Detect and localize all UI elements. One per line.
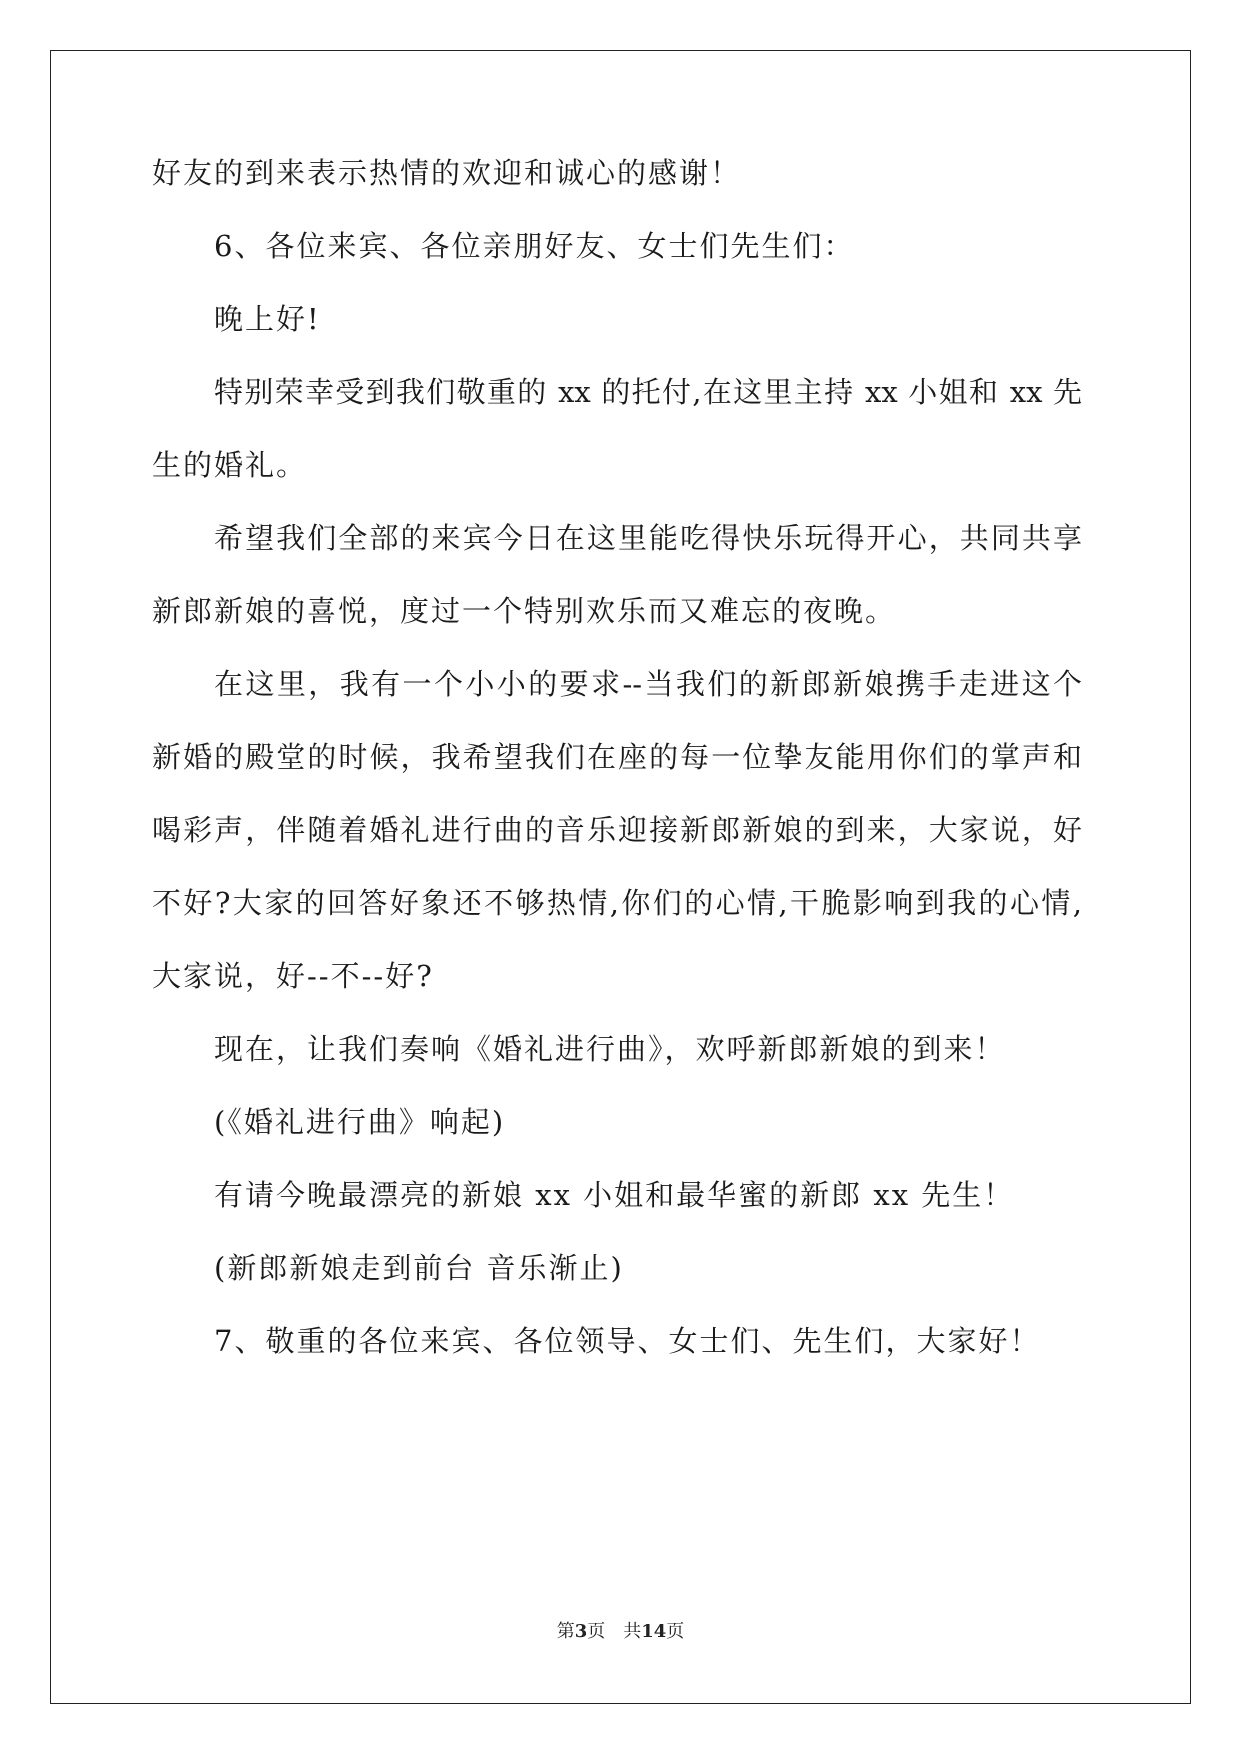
footer-page-total: 14 [641, 1621, 667, 1642]
text-line-7: 新郎新娘的喜悦，度过一个特别欢乐而又难忘的夜晚。 [152, 594, 897, 628]
text-line-12: 大家说，好--不--好? [152, 959, 434, 993]
footer-page-current: 3 [574, 1621, 588, 1642]
text-line-14: (《婚礼进行曲》响起) [214, 1105, 506, 1139]
text-line-9: 新婚的殿堂的时候，我希望我们在座的每一位挚友能用你们的掌声和 [152, 740, 1082, 774]
footer-page-mid: 页 共 [587, 1621, 642, 1642]
text-line-11: 不好?大家的回答好象还不够热情,你们的心情,干脆影响到我的心情, [152, 886, 1082, 920]
text-line-16: (新郎新娘走到前台 音乐渐止) [214, 1251, 624, 1285]
text-line-3: 晚上好! [214, 302, 321, 336]
text-line-6: 希望我们全部的来宾今日在这里能吃得快乐玩得开心，共同共享 [214, 521, 1082, 555]
footer-page-suffix: 页 [666, 1621, 685, 1642]
text-line-10: 喝彩声，伴随着婚礼进行曲的音乐迎接新郎新娘的到来，大家说，好 [152, 813, 1082, 847]
text-line-4: 特别荣幸受到我们敬重的 xx 的托付,在这里主持 xx 小姐和 xx 先 [214, 375, 1082, 409]
text-line-5: 生的婚礼。 [152, 448, 308, 482]
text-line-15: 有请今晚最漂亮的新娘 xx 小姐和最华蜜的新郎 xx 先生！ [214, 1178, 1015, 1212]
text-line-13: 现在，让我们奏响《婚礼进行曲》，欢呼新郎新娘的到来！ [214, 1032, 1006, 1066]
text-line-17: 7、敬重的各位来宾、各位领导、女士们、先生们，大家好！ [214, 1324, 1041, 1358]
page-footer [0, 1617, 1241, 1643]
text-line-1: 好友的到来表示热情的欢迎和诚心的感谢！ [152, 156, 742, 190]
footer-page-prefix: 第 [556, 1621, 575, 1642]
page-border [50, 50, 1191, 1704]
text-line-2: 6、各位来宾、各位亲朋好友、女士们先生们： [214, 229, 855, 263]
text-line-8: 在这里，我有一个小小的要求--当我们的新郎新娘携手走进这个 [214, 667, 1082, 701]
